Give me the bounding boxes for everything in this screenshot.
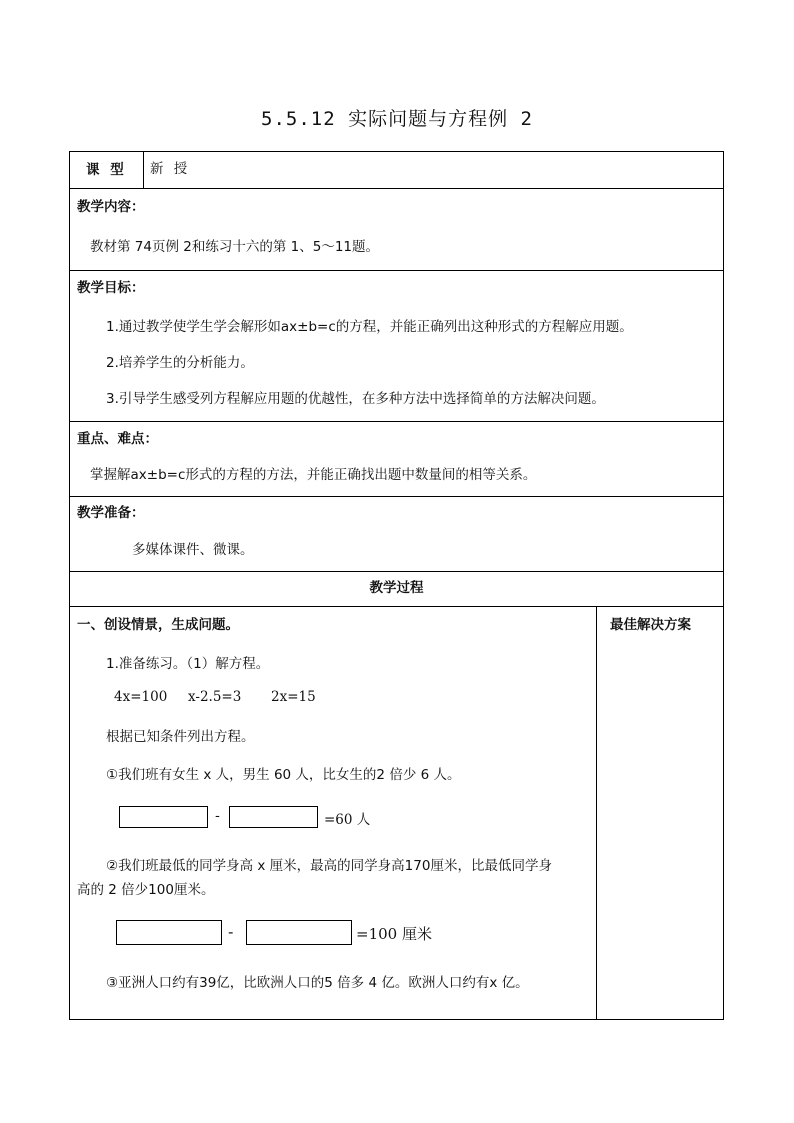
lesson-type-label: 课 型 [86, 162, 127, 178]
lesson-plan-table [69, 151, 724, 1020]
answer-blank[interactable] [116, 920, 222, 945]
goal-item: 3.引导学生感受列方程解应用题的优越性，在多种方法中选择简单的方法解决问题。 [106, 391, 605, 407]
goal-item: 2.培养学生的分析能力。 [106, 355, 254, 371]
problem-text: ①我们班有女生 x 人，男生 60 人，比女生的2 倍少 6 人。 [106, 767, 461, 783]
column-divider [596, 606, 597, 1019]
equation-result: =60 人 [324, 812, 371, 828]
key-points-text: 掌握解ax±b=c形式的方程的方法，并能正确找出题中数量间的相等关系。 [90, 467, 537, 483]
process-heading: 教学过程 [369, 580, 424, 596]
problem-text: ③亚洲人口约有39亿，比欧洲人口的5 倍多 4 亿。欧洲人口约有x 亿。 [106, 975, 529, 991]
problem-text: ②我们班最低的同学身高 x 厘米，最高的同学身高170厘米，比最低同学身 [106, 858, 552, 874]
equation: x-2.5=3 [188, 689, 242, 705]
instruction-text: 根据已知条件列出方程。 [106, 729, 255, 745]
problem-text: 高的 2 倍少100厘米。 [77, 882, 215, 898]
page-title: 5.5.12 实际问题与方程例 2 [261, 108, 533, 130]
row-divider [70, 496, 723, 497]
minus-sign: - [228, 923, 234, 941]
equation: 2x=15 [271, 689, 316, 705]
row-divider [70, 571, 723, 572]
content-text: 教材第 74页例 2和练习十六的第 1、5～11题。 [90, 239, 379, 255]
side-column-title: 最佳解决方案 [610, 617, 691, 633]
section-title: 一、创设情景，生成问题。 [77, 617, 239, 633]
row-divider [70, 188, 723, 189]
column-divider [143, 152, 144, 188]
equation-result: =100 厘米 [356, 925, 432, 943]
practice-label: 1.准备练习。（1）解方程。 [106, 656, 270, 672]
goal-item: 1.通过教学使学生学会解形如ax±b=c的方程，并能正确列出这种形式的方程解应用题。 [106, 319, 633, 335]
lesson-type-value: 新 授 [150, 161, 191, 177]
content-heading: 教学内容： [77, 199, 145, 215]
minus-sign: - [215, 808, 220, 824]
answer-blank[interactable] [229, 806, 318, 828]
row-divider [70, 421, 723, 422]
equation: 4x=100 [114, 689, 168, 705]
row-divider [70, 270, 723, 271]
row-divider [70, 606, 723, 607]
answer-blank[interactable] [119, 806, 208, 828]
answer-blank[interactable] [246, 920, 352, 945]
goals-heading: 教学目标： [77, 280, 145, 296]
key-points-heading: 重点、难点： [77, 431, 158, 447]
preparation-heading: 教学准备： [77, 505, 145, 521]
preparation-text: 多媒体课件、微课。 [132, 542, 254, 558]
